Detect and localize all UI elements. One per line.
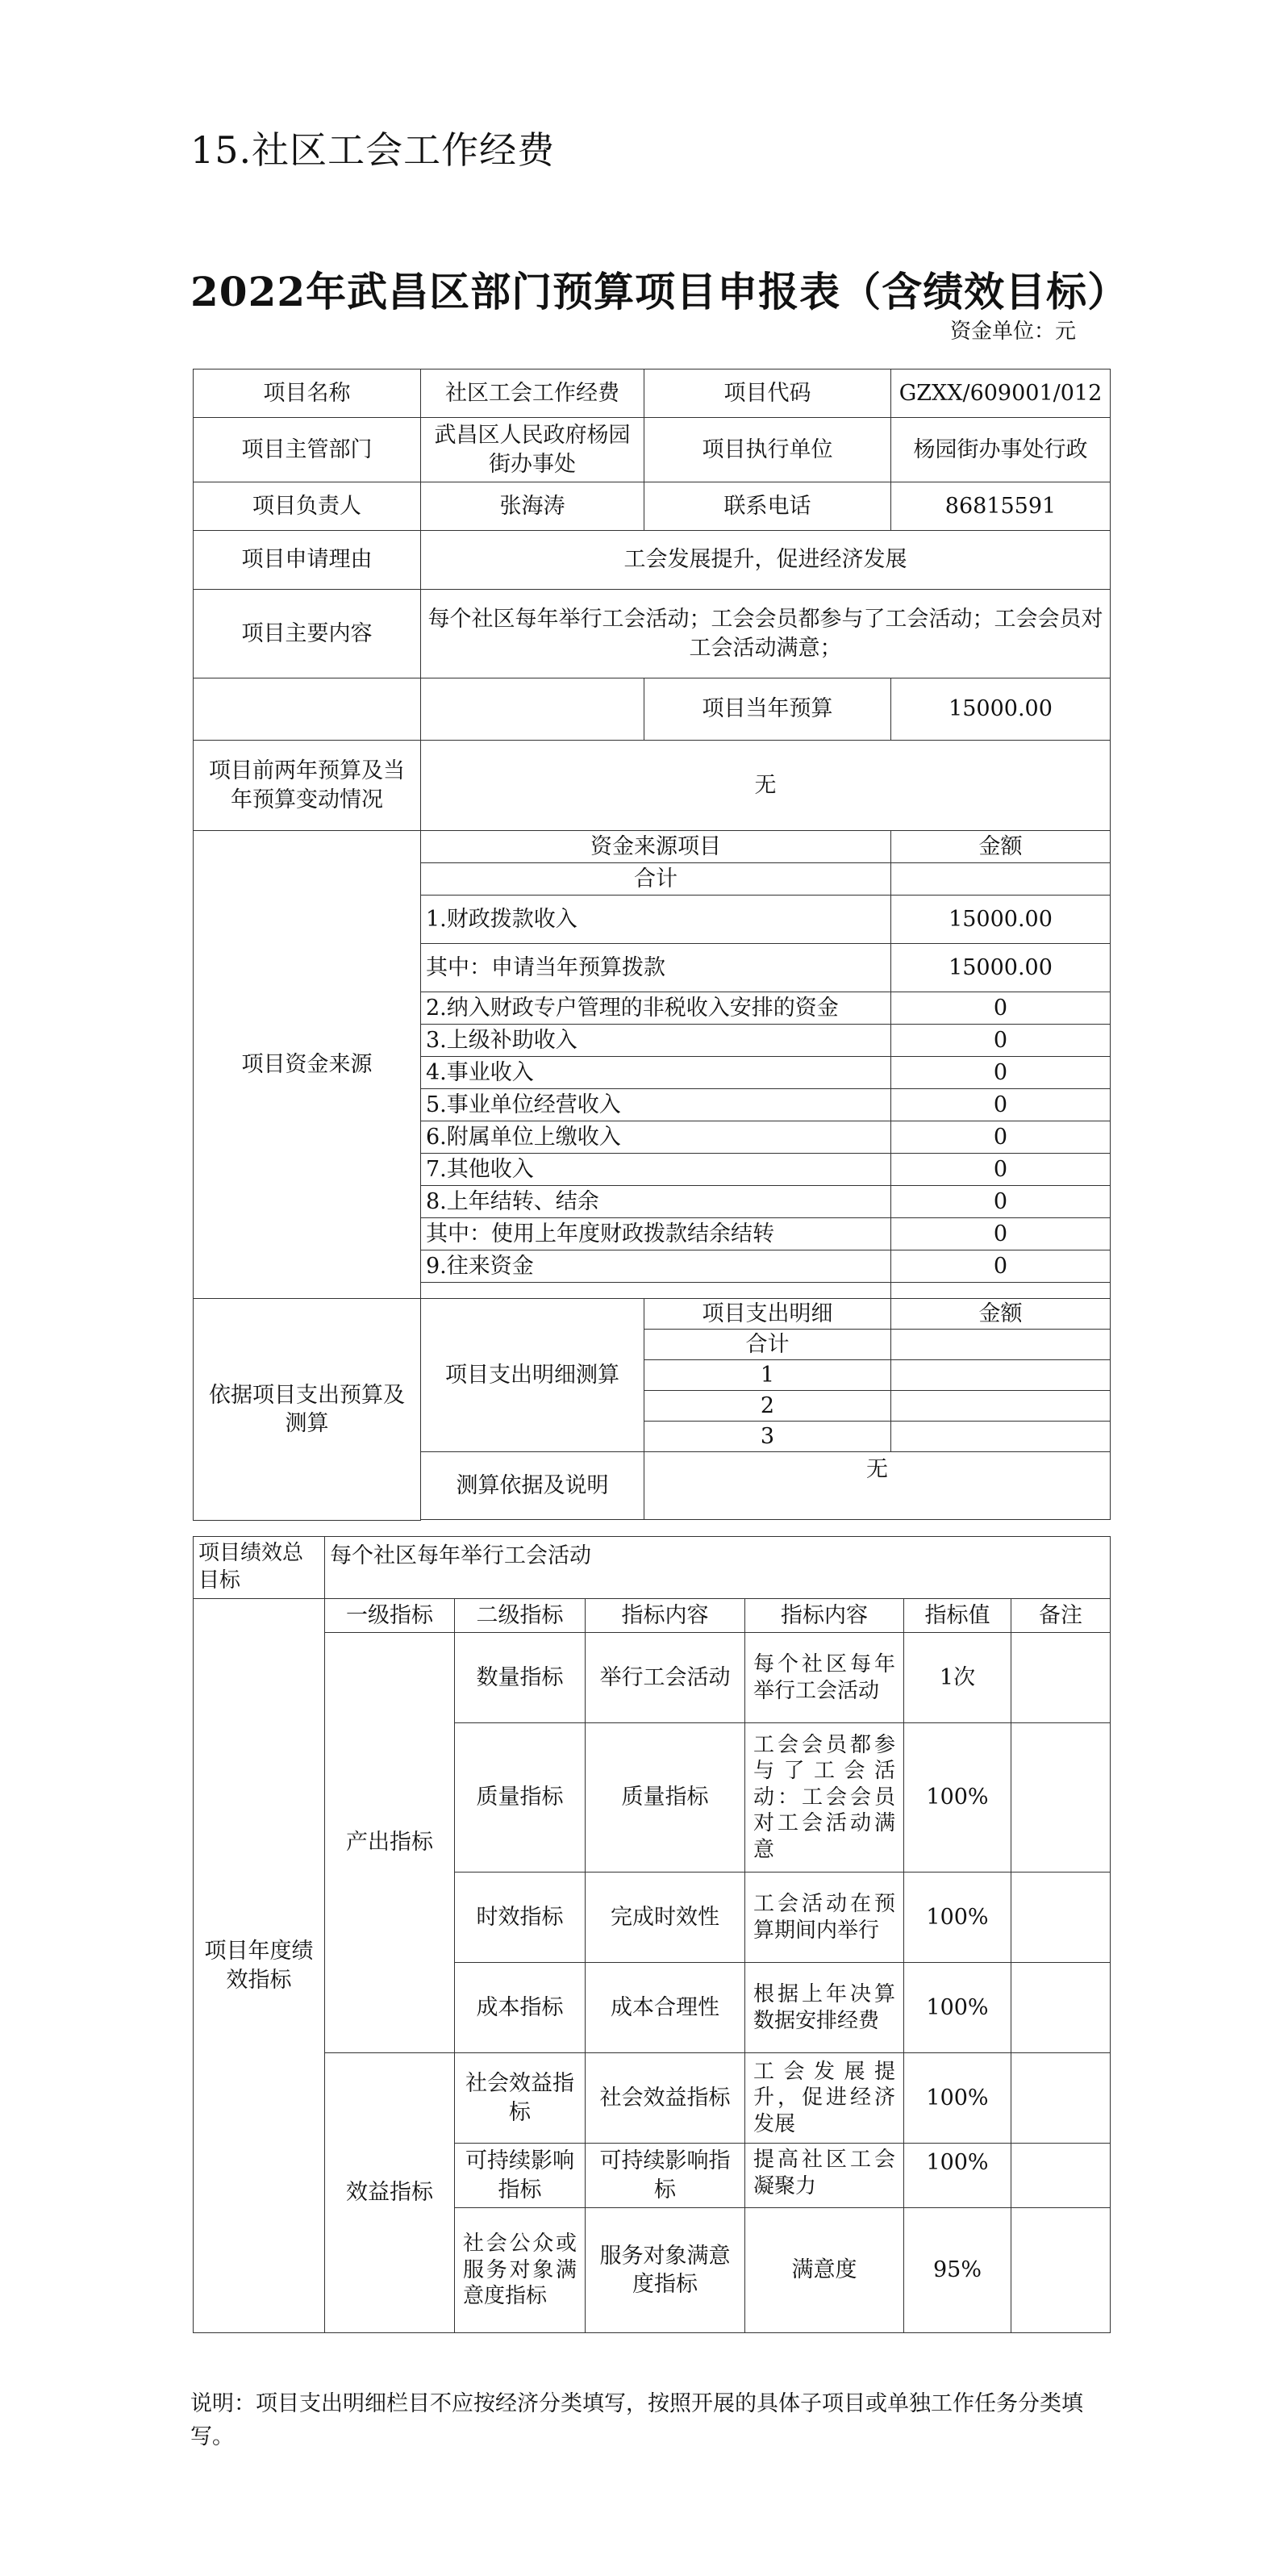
currency-unit: 资金单位：元 [950, 319, 1077, 344]
expense-row-item: 2 [644, 1391, 891, 1422]
expense-label: 依据项目支出预算及测算 [194, 1299, 421, 1521]
owner-value: 张海涛 [421, 482, 644, 531]
header-level2: 二级指标 [455, 1599, 586, 1633]
level2-indicator: 成本指标 [455, 1963, 586, 2053]
expense-row-amount [891, 1422, 1111, 1452]
indicator-remark [1011, 1873, 1111, 1963]
indicator-content: 每个社区每年举行工会活动 [745, 1633, 904, 1723]
footnote: 说明：项目支出明细栏目不应按经济分类填写，按照开展的具体子项目或单独工作任务分类填写。 [190, 2391, 1083, 2449]
indicator-value: 100% [904, 2053, 1011, 2144]
reason-value: 工会发展提升，促进经济发展 [421, 531, 1111, 590]
page-title: 2022年武昌区部门预算项目申报表（含绩效目标） [190, 268, 1129, 315]
level2-indicator: 数量指标 [455, 1633, 586, 1723]
indicator-content: 工会活动在预算期间内举行 [745, 1873, 904, 1963]
exec-unit-label: 项目执行单位 [644, 418, 891, 482]
funding-row-amount: 0 [891, 1250, 1111, 1283]
indicator-content: 提高社区工会凝聚力 [745, 2144, 904, 2208]
empty-cell [421, 678, 644, 741]
phone-label: 联系电话 [644, 482, 891, 531]
indicator-name: 举行工会活动 [586, 1633, 745, 1723]
funding-row-item: 5.事业单位经营收入 [421, 1089, 891, 1121]
empty-cell [194, 678, 421, 741]
basis-value: 无 [644, 1452, 1111, 1520]
owner-label: 项目负责人 [194, 482, 421, 531]
level2-indicator: 时效指标 [455, 1873, 586, 1963]
funding-item-header: 资金来源项目 [421, 831, 891, 863]
funding-row-amount: 0 [891, 1186, 1111, 1218]
indicator-name: 完成时效性 [586, 1873, 745, 1963]
benefit-indicator-label: 效益指标 [325, 2053, 455, 2333]
indicator-value: 100% [904, 2144, 1011, 2208]
funding-amount-header: 金额 [891, 831, 1111, 863]
indicator-name: 质量指标 [586, 1723, 745, 1873]
level2-indicator: 质量指标 [455, 1723, 586, 1873]
level2-indicator: 社会效益指标 [455, 2053, 586, 2144]
funding-row-item: 其中：申请当年预算拨款 [421, 944, 891, 992]
funding-row-amount: 15000.00 [891, 896, 1111, 944]
indicator-remark [1011, 1963, 1111, 2053]
reason-label: 项目申请理由 [194, 531, 421, 590]
indicator-value: 100% [904, 1723, 1011, 1873]
indicator-value: 100% [904, 1873, 1011, 1963]
funding-label: 项目资金来源 [194, 831, 421, 1299]
indicator-remark [1011, 2144, 1111, 2208]
expense-total-value [891, 1330, 1111, 1360]
funding-row-item: 3.上级补助收入 [421, 1025, 891, 1057]
indicator-value: 1次 [904, 1633, 1011, 1723]
indicator-content: 工会会员都参与了工会活动：工会会员对工会活动满意 [745, 1723, 904, 1873]
funding-row-amount: 0 [891, 1218, 1111, 1250]
empty-cell [421, 1283, 891, 1299]
exec-unit-value: 杨园街办事处行政 [891, 418, 1111, 482]
section-title: 15.社区工会工作经费 [190, 128, 556, 172]
funding-row-item: 7.其他收入 [421, 1154, 891, 1186]
empty-cell [891, 1283, 1111, 1299]
funding-row-item: 9.往来资金 [421, 1250, 891, 1283]
expense-item-header: 项目支出明细 [644, 1299, 891, 1330]
expense-row-amount [891, 1391, 1111, 1422]
funding-row-item: 4.事业收入 [421, 1057, 891, 1089]
budget-value: 15000.00 [891, 678, 1111, 741]
funding-row-amount: 0 [891, 1057, 1111, 1089]
expense-row-amount [891, 1360, 1111, 1391]
goal-value: 每个社区每年举行工会活动 [325, 1537, 1111, 1599]
funding-row-item: 其中：使用上年度财政拨款结余结转 [421, 1218, 891, 1250]
project-name-value: 社区工会工作经费 [421, 369, 644, 418]
indicator-content: 根据上年决算数据安排经费 [745, 1963, 904, 2053]
funding-row-amount: 0 [891, 1121, 1111, 1154]
header-indicator-value: 指标值 [904, 1599, 1011, 1633]
dept-label: 项目主管部门 [194, 418, 421, 482]
indicator-remark [1011, 1723, 1111, 1873]
budget-label: 项目当年预算 [644, 678, 891, 741]
funding-row-amount: 15000.00 [891, 944, 1111, 992]
project-code-value: GZXX/609001/012 [891, 369, 1111, 418]
project-code-label: 项目代码 [644, 369, 891, 418]
header-remark: 备注 [1011, 1599, 1111, 1633]
indicator-name: 可持续影响指标 [586, 2144, 745, 2208]
project-application-table [193, 369, 1111, 1521]
indicator-value: 100% [904, 1963, 1011, 2053]
indicator-name: 服务对象满意度指标 [586, 2208, 745, 2333]
header-indicator-name: 指标内容 [586, 1599, 745, 1633]
funding-row-amount: 0 [891, 1154, 1111, 1186]
funding-row-amount: 0 [891, 1089, 1111, 1121]
level2-indicator: 可持续影响指标 [455, 2144, 586, 2208]
indicator-name: 社会效益指标 [586, 2053, 745, 2144]
content-label: 项目主要内容 [194, 590, 421, 678]
funding-row-amount: 0 [891, 992, 1111, 1025]
indicator-name: 成本合理性 [586, 1963, 745, 2053]
expense-total-label: 合计 [644, 1330, 891, 1360]
content-value: 每个社区每年举行工会活动；工会会员都参与了工会活动；工会会员对工会活动满意； [421, 590, 1111, 678]
funding-row-item: 8.上年结转、结余 [421, 1186, 891, 1218]
header-level1: 一级指标 [325, 1599, 455, 1633]
expense-detail-label: 项目支出明细测算 [421, 1299, 644, 1452]
prev-budget-value: 无 [421, 741, 1111, 831]
dept-value: 武昌区人民政府杨园街办事处 [421, 418, 644, 482]
project-name-label: 项目名称 [194, 369, 421, 418]
indicator-remark [1011, 2208, 1111, 2333]
level2-indicator: 社会公众或服务对象满意度指标 [455, 2208, 586, 2333]
funding-total-label: 合计 [421, 863, 891, 896]
header-indicator-content: 指标内容 [745, 1599, 904, 1633]
funding-row-item: 2.纳入财政专户管理的非税收入安排的资金 [421, 992, 891, 1025]
funding-row-item: 1.财政拨款收入 [421, 896, 891, 944]
funding-row-item: 6.附属单位上缴收入 [421, 1121, 891, 1154]
expense-row-item: 3 [644, 1422, 891, 1452]
prev-budget-label: 项目前两年预算及当年预算变动情况 [194, 741, 421, 831]
indicator-remark [1011, 2053, 1111, 2144]
goal-label: 项目绩效总目标 [194, 1537, 325, 1599]
performance-table [193, 1536, 1111, 2333]
annual-indicator-label: 项目年度绩效指标 [194, 1599, 325, 2333]
funding-row-amount: 0 [891, 1025, 1111, 1057]
indicator-value: 95% [904, 2208, 1011, 2333]
indicator-remark [1011, 1633, 1111, 1723]
phone-value: 86815591 [891, 482, 1111, 531]
indicator-content: 满意度 [745, 2208, 904, 2333]
expense-row-item: 1 [644, 1360, 891, 1391]
indicator-content: 工会发展提升，促进经济发展 [745, 2053, 904, 2144]
basis-label: 测算依据及说明 [421, 1452, 644, 1520]
output-indicator-label: 产出指标 [325, 1633, 455, 2053]
expense-amount-header: 金额 [891, 1299, 1111, 1330]
funding-total-value [891, 863, 1111, 896]
